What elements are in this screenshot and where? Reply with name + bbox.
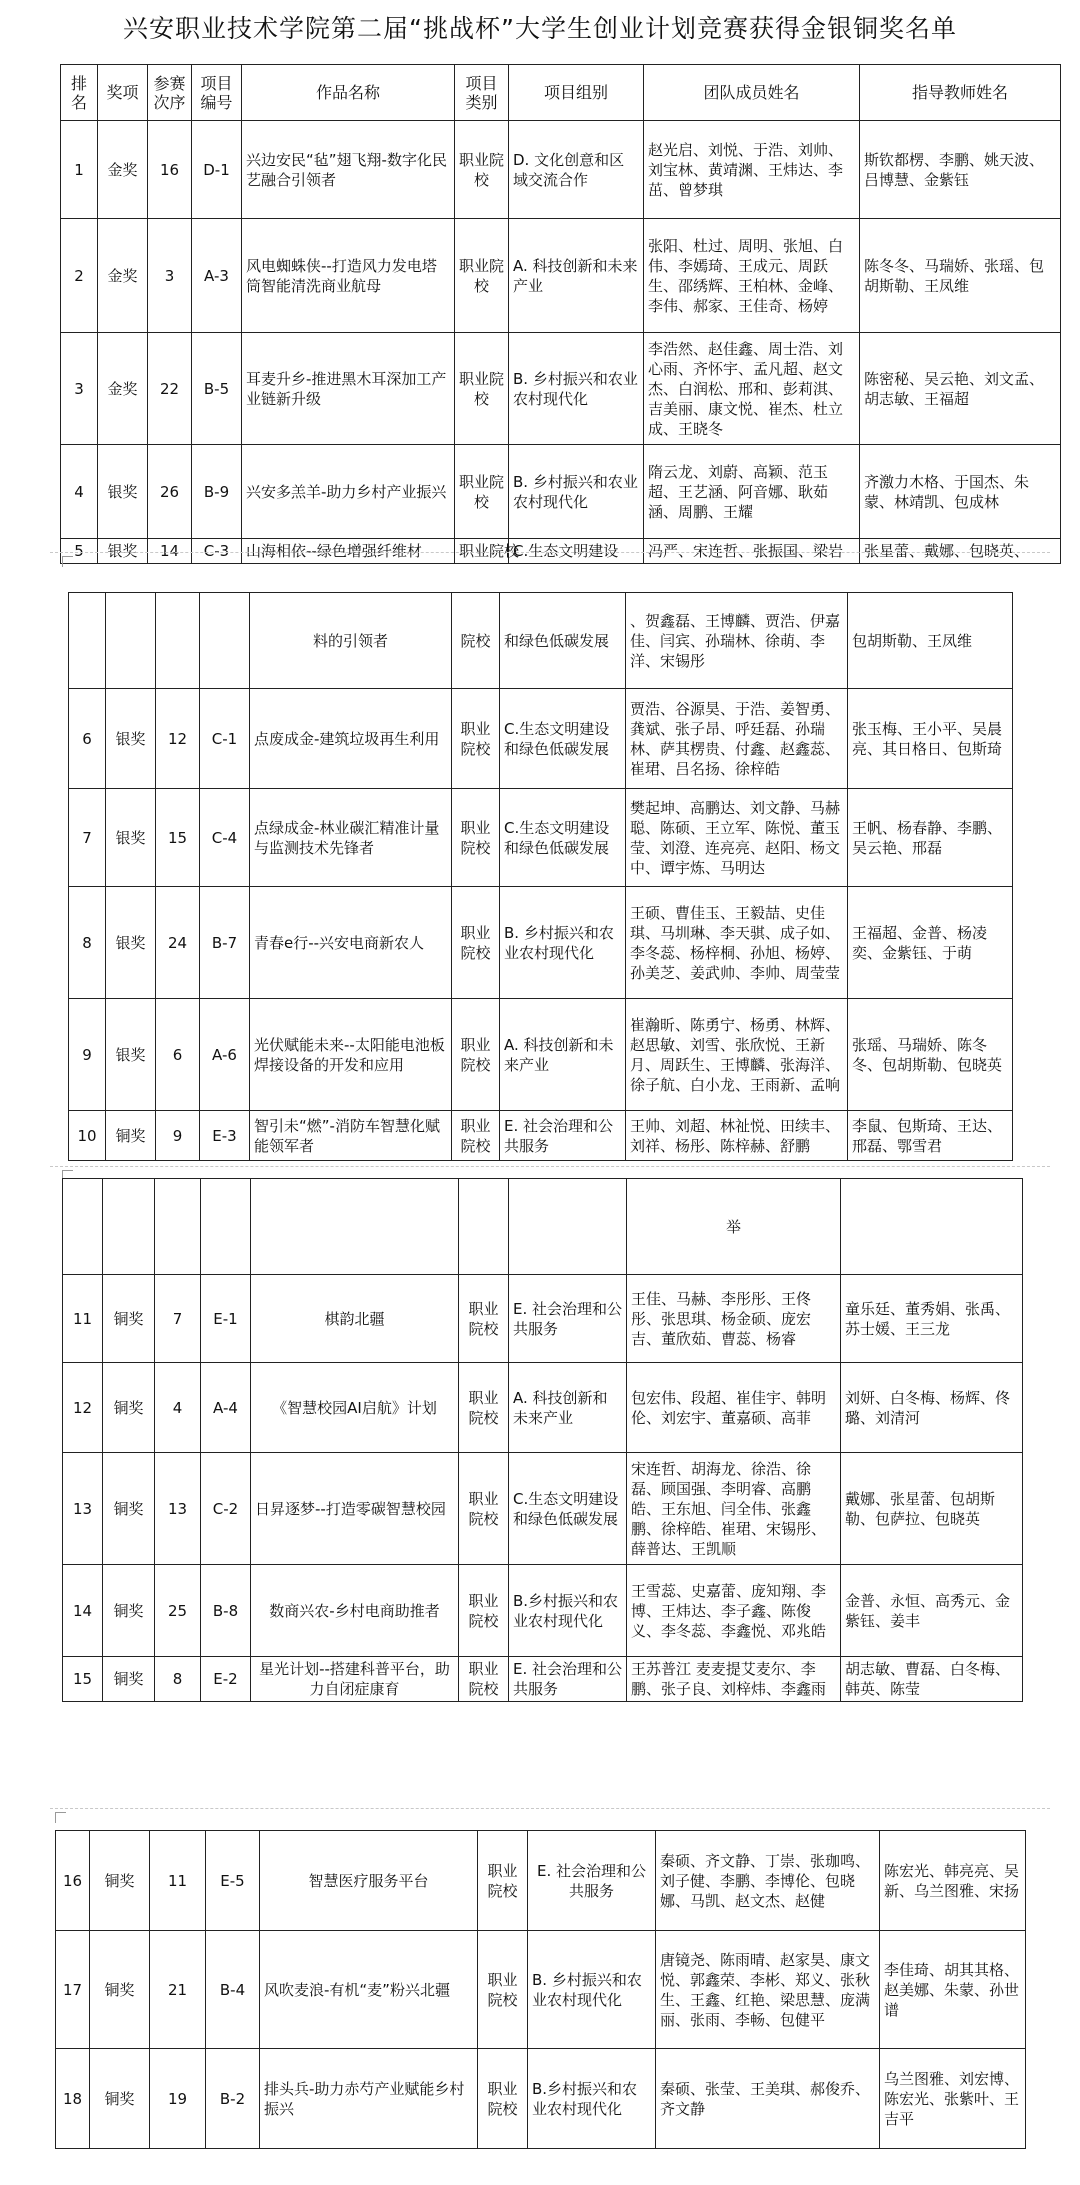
table-row (69, 789, 1013, 887)
cell-group: C.生态文明建设和绿色低碳发展 (509, 1453, 627, 1565)
cell-advisors: 张玉梅、王小平、吴晨亮、其日格日、包斯琦 (848, 689, 1013, 789)
cell-group: C.生态文明建设和绿色低碳发展 (500, 689, 626, 789)
cell-advisors: 金普、永恒、高秀元、金紫钰、姜丰 (841, 1565, 1023, 1657)
cell-category: 职业院校 (455, 219, 509, 333)
cell-members: 张阳、杜过、周明、张旭、白伟、李嫣琦、王成元、周跃生、邵绣辉、王柏林、金峰、李伟、郝家、王佳奇、杨婷 (644, 219, 860, 333)
cell-award: 金奖 (98, 219, 148, 333)
cell-rank: 17 (56, 1931, 90, 2049)
cell-work-name: 点绿成金-林业碳汇精准计量与监测技术先锋者 (250, 789, 452, 887)
cell-group: B. 乡村振兴和农业农村现代化 (528, 1931, 656, 2049)
cell-group: E. 社会治理和公共服务 (500, 1111, 626, 1161)
cell-order: 4 (155, 1363, 201, 1453)
award-table-part-2 (68, 592, 1013, 1161)
cell-group: E. 社会治理和公共服务 (509, 1657, 627, 1702)
cell-code: C-3 (192, 539, 242, 564)
cell-advisors (841, 1179, 1023, 1275)
cell-members: 李浩然、赵佳鑫、周士浩、刘心雨、齐怀宇、孟凡超、赵文杰、白润松、邢和、彭莉淇、吉美丽、康文悦、崔杰、杜立成、王晓冬 (644, 333, 860, 445)
cell-category: 职业院校 (478, 1831, 528, 1931)
table-row-continued (69, 593, 1013, 689)
cell-work-name: 智慧医疗服务平台 (260, 1831, 478, 1931)
cell-code: B-9 (192, 445, 242, 539)
cell-order (156, 593, 200, 689)
cell-members: 王帅、刘超、林祉悦、田续丰、刘祥、杨彤、陈梓赫、舒鹏 (626, 1111, 848, 1161)
cell-advisors: 包胡斯勒、王凤维 (848, 593, 1013, 689)
table-row (56, 1931, 1026, 2049)
cell-category: 职业院校 (452, 999, 500, 1111)
page-divider (50, 1166, 1050, 1167)
header-row (61, 65, 1061, 121)
table-row (56, 1831, 1026, 1931)
cell-category: 职业院校 (459, 1275, 509, 1363)
cell-category: 职业院校 (459, 1565, 509, 1657)
award-table-part-3 (62, 1178, 1023, 1702)
cell-group: D. 文化创意和区域交流合作 (509, 121, 644, 219)
cell-group: A. 科技创新和未来产业 (509, 219, 644, 333)
cell-members: 隋云龙、刘蔚、高颖、范玉超、王艺涵、阿音娜、耿茹涵、周鹏、王耀 (644, 445, 860, 539)
table-row (61, 121, 1061, 219)
cell-order: 26 (148, 445, 192, 539)
cell-rank: 12 (63, 1363, 103, 1453)
cell-award: 银奖 (98, 445, 148, 539)
cell-members: 唐镜尧、陈雨晴、赵家昊、康文悦、郭鑫荣、李彬、郑义、张秋生、王鑫、红艳、梁思慧、庞满丽、张雨、李畅、包健平 (656, 1931, 880, 2049)
table-row-continued (63, 1179, 1023, 1275)
cell-rank: 1 (61, 121, 98, 219)
cell-code: E-3 (200, 1111, 250, 1161)
cell-award (103, 1179, 155, 1275)
cell-order: 12 (156, 689, 200, 789)
cell-award: 铜奖 (90, 2049, 150, 2149)
cell-members: 樊起坤、高鹏达、刘文静、马赫聪、陈硕、王立军、陈悦、董玉莹、刘澄、连亮亮、赵阳、杨文中、谭宇炼、马明达 (626, 789, 848, 887)
cell-category: 职业院校 (455, 121, 509, 219)
cell-rank: 13 (63, 1453, 103, 1565)
cell-rank: 15 (63, 1657, 103, 1702)
cell-members: 贾浩、谷源昊、于浩、姜智勇、龚斌、张子昂、呼廷磊、孙瑞林、萨其楞贵、付鑫、赵鑫蕊、崔珺、吕名扬、徐梓皓 (626, 689, 848, 789)
cell-rank: 11 (63, 1275, 103, 1363)
cell-work-name: 风电蜘蛛侠--打造风力发电塔筒智能清洗商业航母 (242, 219, 455, 333)
table-row (63, 1363, 1023, 1453)
table-row (61, 539, 1061, 564)
cell-work-name: 山海相依--绿色增强纤维材 (242, 539, 455, 564)
cell-category: 职业院校 (452, 689, 500, 789)
cell-code (200, 593, 250, 689)
cell-work-name: 点废成金-建筑垃圾再生利用 (250, 689, 452, 789)
cell-members: 秦硕、齐文静、丁崇、张珈鸣、刘子健、李鹏、李博伦、包晓娜、马凯、赵文杰、赵健 (656, 1831, 880, 1931)
cell-rank: 7 (69, 789, 106, 887)
cell-advisors: 王帆、杨春静、李鹏、吴云艳、邢磊 (848, 789, 1013, 887)
cell-order: 11 (150, 1831, 206, 1931)
cell-category: 职业院校 (455, 445, 509, 539)
cell-award: 金奖 (98, 333, 148, 445)
cell-work-name: 兴安多羔羊-助力乡村产业振兴 (242, 445, 455, 539)
cell-order: 7 (155, 1275, 201, 1363)
cell-code: B-7 (200, 887, 250, 999)
cell-members: 王苏普江 麦麦提艾麦尔、李鹏、张子良、刘梓炜、李鑫雨 (627, 1657, 841, 1702)
cell-group (509, 1179, 627, 1275)
cell-rank: 3 (61, 333, 98, 445)
cell-work-name: 光伏赋能未来--太阳能电池板焊接设备的开发和应用 (250, 999, 452, 1111)
cell-category: 职业院校 (455, 333, 509, 445)
cell-members: 、贺鑫磊、王博麟、贾浩、伊嘉佳、闫宾、孙瑞林、徐萌、李洋、宋锡彤 (626, 593, 848, 689)
cell-rank: 18 (56, 2049, 90, 2149)
cell-order: 9 (156, 1111, 200, 1161)
cell-award: 铜奖 (90, 1931, 150, 2049)
table-row (69, 887, 1013, 999)
cell-category: 职业院校 (478, 2049, 528, 2149)
table-row (61, 333, 1061, 445)
cell-group: C.生态文明建设和绿色低碳发展 (500, 789, 626, 887)
cell-award: 铜奖 (103, 1275, 155, 1363)
cell-order: 13 (155, 1453, 201, 1565)
cell-members: 举 (627, 1179, 841, 1275)
cell-advisors: 乌兰图雅、刘宏博、陈宏光、张紫叶、王吉平 (880, 2049, 1026, 2149)
cell-order: 6 (156, 999, 200, 1111)
cell-order: 14 (148, 539, 192, 564)
cell-members: 王佳、马赫、李彤彤、王佟彤、张思琪、杨金硕、庞宏吉、董欣茹、曹蕊、杨睿 (627, 1275, 841, 1363)
cell-award: 铜奖 (103, 1565, 155, 1657)
cell-rank: 16 (56, 1831, 90, 1931)
cell-rank: 2 (61, 219, 98, 333)
cell-category: 职业院校 (478, 1931, 528, 2049)
cell-code: E-2 (201, 1657, 251, 1702)
table-page-4 (55, 1830, 1025, 2172)
cell-code: C-4 (200, 789, 250, 887)
cell-work-name: 日昇逐梦--打造零碳智慧校园 (251, 1453, 459, 1565)
cell-group: A. 科技创新和未来产业 (509, 1363, 627, 1453)
cell-rank: 8 (69, 887, 106, 999)
table-row (63, 1453, 1023, 1565)
cell-order: 15 (156, 789, 200, 887)
table-row (63, 1565, 1023, 1657)
cell-group: C.生态文明建设 (509, 539, 644, 564)
table-page-1 (60, 64, 1045, 560)
cell-code: B-8 (201, 1565, 251, 1657)
cell-code: B-2 (206, 2049, 260, 2149)
table-row (63, 1657, 1023, 1702)
cell-members: 崔瀚昕、陈勇宁、杨勇、林辉、赵思敏、刘雪、张欣悦、王新月、周跃生、王博麟、张海洋、徐子航、白小龙、王雨新、孟响 (626, 999, 848, 1111)
cell-award: 铜奖 (103, 1363, 155, 1453)
cell-order: 3 (148, 219, 192, 333)
cell-work-name: 智引未“燃”-消防车智慧化赋能领军者 (250, 1111, 452, 1161)
award-table-part-4 (55, 1830, 1026, 2149)
cell-work-name: 数商兴农-乡村电商助推者 (251, 1565, 459, 1657)
header-code: 项目编号 (192, 65, 242, 121)
table-row (69, 689, 1013, 789)
cell-group: 和绿色低碳发展 (500, 593, 626, 689)
cell-category: 职业院校 (459, 1363, 509, 1453)
table-row (56, 2049, 1026, 2149)
cell-group: B.乡村振兴和农业农村现代化 (509, 1565, 627, 1657)
cell-award: 铜奖 (90, 1831, 150, 1931)
header-group: 项目组别 (509, 65, 644, 121)
cell-work-name: 风吹麦浪-有机“麦”粉兴北疆 (260, 1931, 478, 2049)
cell-members: 冯严、宋连哲、张振国、梁岩 (644, 539, 860, 564)
cell-group: B. 乡村振兴和农业农村现代化 (500, 887, 626, 999)
cell-award (106, 593, 156, 689)
crop-mark (62, 556, 73, 567)
cell-category: 职业院校 (452, 1111, 500, 1161)
cell-rank: 6 (69, 689, 106, 789)
cell-rank: 4 (61, 445, 98, 539)
cell-advisors: 陈宏光、韩亮亮、吴新、乌兰图雅、宋扬 (880, 1831, 1026, 1931)
cell-advisors: 齐激力木格、于国杰、朱蒙、林靖凯、包成林 (860, 445, 1061, 539)
cell-advisors: 陈冬冬、马瑞娇、张瑶、包胡斯勒、王凤维 (860, 219, 1061, 333)
cell-code: E-1 (201, 1275, 251, 1363)
cell-award: 银奖 (106, 999, 156, 1111)
cell-rank (63, 1179, 103, 1275)
cell-award: 银奖 (106, 887, 156, 999)
cell-members: 秦硕、张莹、王美琪、郝俊乔、齐文静 (656, 2049, 880, 2149)
cell-members: 王雪蕊、史嘉蕾、庞知翔、李博、王炜达、李子鑫、陈俊义、李冬蕊、李鑫悦、邓兆皓 (627, 1565, 841, 1657)
cell-rank: 14 (63, 1565, 103, 1657)
cell-code: B-5 (192, 333, 242, 445)
cell-order: 19 (150, 2049, 206, 2149)
cell-award: 金奖 (98, 121, 148, 219)
cell-code: B-4 (206, 1931, 260, 2049)
cell-order: 8 (155, 1657, 201, 1702)
cell-advisors: 斯钦都楞、李鹏、姚天波、吕博慧、金紫钰 (860, 121, 1061, 219)
cell-category: 职业院校 (459, 1453, 509, 1565)
cell-advisors: 陈密秘、吴云艳、刘文孟、胡志敏、王福超 (860, 333, 1061, 445)
cell-code: D-1 (192, 121, 242, 219)
cell-rank: 10 (69, 1111, 106, 1161)
cell-advisors: 刘妍、白冬梅、杨辉、佟璐、刘清河 (841, 1363, 1023, 1453)
cell-rank (69, 593, 106, 689)
cell-work-name: 《智慧校园AI启航》计划 (251, 1363, 459, 1453)
cell-order: 16 (148, 121, 192, 219)
cell-advisors: 戴娜、张星蕾、包胡斯勒、包萨拉、包晓英 (841, 1453, 1023, 1565)
table-page-3 (62, 1178, 1022, 1698)
cell-work-name: 耳麦升乡-推进黑木耳深加工产业链新升级 (242, 333, 455, 445)
cell-work-name: 棋韵北疆 (251, 1275, 459, 1363)
cell-advisors: 胡志敏、曹磊、白冬梅、韩英、陈莹 (841, 1657, 1023, 1702)
page-divider (50, 552, 1050, 553)
cell-work-name: 料的引领者 (250, 593, 452, 689)
cell-work-name: 青春e行--兴安电商新农人 (250, 887, 452, 999)
cell-code (201, 1179, 251, 1275)
cell-members: 包宏伟、段超、崔佳宇、韩明伦、刘宏宇、董嘉硕、高菲 (627, 1363, 841, 1453)
cell-rank: 5 (61, 539, 98, 564)
cell-work-name: 排头兵-助力赤芍产业赋能乡村振兴 (260, 2049, 478, 2149)
cell-category: 职业院校 (452, 789, 500, 887)
cell-group: B. 乡村振兴和农业农村现代化 (509, 445, 644, 539)
table-row (61, 445, 1061, 539)
header-order: 参赛次序 (148, 65, 192, 121)
cell-members: 王硕、曹佳玉、王毅喆、史佳琪、马圳琳、李天骐、成子如、李冬蕊、杨梓桐、孙旭、杨婷、孙美芝、姜武帅、李帅、周莹莹 (626, 887, 848, 999)
cell-award: 银奖 (106, 689, 156, 789)
cell-members: 赵光启、刘悦、于浩、刘帅、刘宝林、黄靖渊、王炜达、李茁、曾梦琪 (644, 121, 860, 219)
header-rank: 排名 (61, 65, 98, 121)
cell-order: 22 (148, 333, 192, 445)
cell-award: 铜奖 (106, 1111, 156, 1161)
table-row (69, 1111, 1013, 1161)
cell-work-name: 兴边安民“毡”翅飞翔-数字化民艺融合引领者 (242, 121, 455, 219)
header-advisors: 指导教师姓名 (860, 65, 1061, 121)
header-category: 项目类别 (455, 65, 509, 121)
cell-advisors: 李佳琦、胡其其格、赵美娜、朱蒙、孙世谱 (880, 1931, 1026, 2049)
page-title: 兴安职业技术学院第二届“挑战杯”大学生创业计划竞赛获得金银铜奖名单 (123, 14, 957, 43)
table-row (69, 999, 1013, 1111)
cell-award: 铜奖 (103, 1453, 155, 1565)
table-page-2 (68, 592, 1012, 1160)
cell-award: 银奖 (98, 539, 148, 564)
cell-order: 21 (150, 1931, 206, 2049)
crop-mark (55, 1812, 66, 1823)
cell-award: 银奖 (106, 789, 156, 887)
page-divider (50, 1808, 1050, 1809)
cell-code: C-1 (200, 689, 250, 789)
cell-work-name: 星光计划--搭建科普平台，助力自闭症康育 (251, 1657, 459, 1702)
cell-order: 25 (155, 1565, 201, 1657)
cell-code: A-3 (192, 219, 242, 333)
cell-code: A-6 (200, 999, 250, 1111)
cell-group: E. 社会治理和公共服务 (509, 1275, 627, 1363)
cell-work-name (251, 1179, 459, 1275)
cell-code: C-2 (201, 1453, 251, 1565)
cell-advisors: 王福超、金普、杨凌奕、金紫钰、于萌 (848, 887, 1013, 999)
cell-code: A-4 (201, 1363, 251, 1453)
table-row (61, 219, 1061, 333)
cell-rank: 9 (69, 999, 106, 1111)
header-work-name: 作品名称 (242, 65, 455, 121)
cell-group: B.乡村振兴和农业农村现代化 (528, 2049, 656, 2149)
cell-group: A. 科技创新和未来产业 (500, 999, 626, 1111)
cell-order (155, 1179, 201, 1275)
table-row (63, 1275, 1023, 1363)
cell-category (459, 1179, 509, 1275)
cell-group: E. 社会治理和公共服务 (528, 1831, 656, 1931)
cell-category: 院校 (452, 593, 500, 689)
cell-category: 职业院校 (455, 539, 509, 564)
cell-category: 职业院校 (452, 887, 500, 999)
cell-advisors: 李鼠、包斯琦、王达、邢磊、鄂雪君 (848, 1111, 1013, 1161)
cell-advisors: 张瑶、马瑞娇、陈冬冬、包胡斯勒、包晓英 (848, 999, 1013, 1111)
cell-category: 职业院校 (459, 1657, 509, 1702)
cell-order: 24 (156, 887, 200, 999)
cell-advisors: 张星蕾、戴娜、包晓英、 (860, 539, 1061, 564)
cell-group: B. 乡村振兴和农业农村现代化 (509, 333, 644, 445)
cell-award: 铜奖 (103, 1657, 155, 1702)
header-members: 团队成员姓名 (644, 65, 860, 121)
header-award: 奖项 (98, 65, 148, 121)
award-table-part-1 (60, 64, 1061, 564)
cell-advisors: 童乐廷、董秀娟、张禹、苏士媛、王三龙 (841, 1275, 1023, 1363)
cell-members: 宋连哲、胡海龙、徐浩、徐磊、顾国强、李明睿、高鹏皓、王东旭、闫全伟、张鑫鹏、徐梓皓、崔珺、宋锡彤、薛普达、王凯顺 (627, 1453, 841, 1565)
cell-code: E-5 (206, 1831, 260, 1931)
